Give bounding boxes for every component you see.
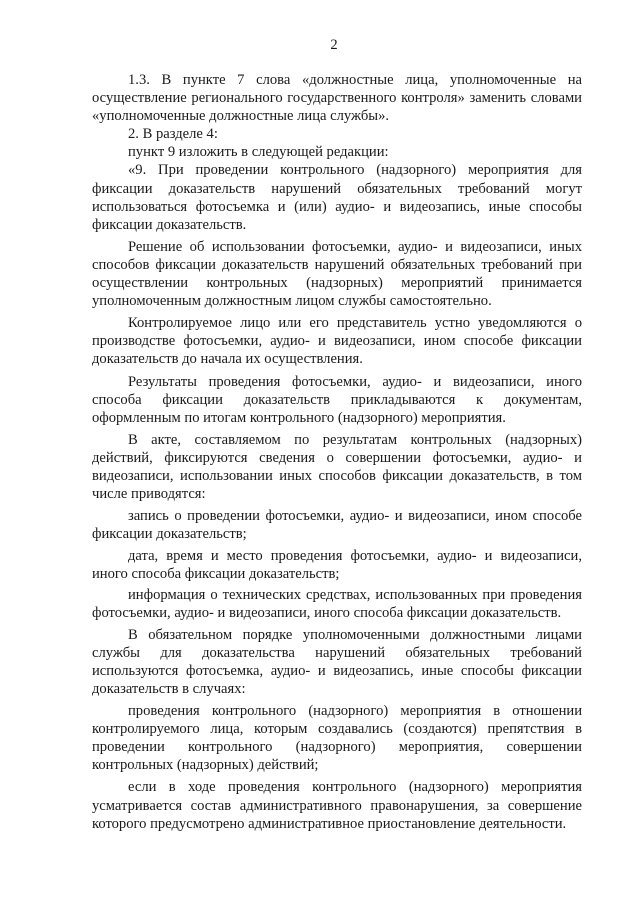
paragraph-decision: Решение об использовании фотосъемки, аудио- и видеозаписи, иных способов фиксации доказательств нарушений обязательных требований при осуществлении контрольных (надзорных) мероприятий принимается уполномоченным должностным лицом службы самостоятельно. [92,238,582,310]
paragraph-mandatory: В обязательном порядке уполномоченными должностными лицами службы для доказательства нарушений обязательных требований используются фотосъемка, аудио- и видеозапись, иные способы фиксации доказательств в случаях: [92,626,582,697]
paragraph-1-3: 1.3. В пункте 7 слова «должностные лица, уполномоченные на осуществление регионального государственного контроля» заменить словами «уполномоченные должностные лица службы». [92,72,582,125]
paragraph-case-violation: если в ходе проведения контрольного (надзорного) мероприятия усматривается состав административного правонарушения, за совершение которого предусмотрено административное приостановление деятельности. [92,779,582,832]
paragraph-section-4: 2. В разделе 4: [128,126,218,143]
paragraph-item-9-intro: пункт 9 изложить в следующей редакции: [128,144,389,161]
page-number: 2 [330,37,338,53]
paragraph-results: Результаты проведения фотосъемки, аудио- и видеозаписи, иного способа фиксации доказательств прикладываются к документам, оформленным по итогам контрольного (надзорного) мероприятия. [92,373,582,426]
paragraph-case-obstruction: проведения контрольного (надзорного) мероприятия в отношении контролируемого лица, которым создавались (создаются) препятствия в проведении контрольного (надзорного) мероприятия, совершении контрольных (надзорных) действий; [92,703,582,774]
paragraph-technical-means: информация о технических средствах, использованных при проведения фотосъемки, аудио- и видеозаписи, иного способа фиксации доказательств. [92,586,582,621]
paragraph-act: В акте, составляемом по результатам контрольных (надзорных) действий, фиксируются сведения о совершении фотосъемки, аудио- и видеозаписи, использовании иных способов фиксации доказательств, в том числе приводятся: [92,431,582,503]
paragraph-notification: Контролируемое лицо или его представитель устно уведомляются о производстве фотосъемки, аудио- и видеозаписи, ином способе фиксации доказательств до начала их осуществления. [92,315,582,368]
paragraph-date-time: дата, время и место проведения фотосъемки, аудио- и видеозаписи, иного способа фиксации доказательств; [92,548,582,583]
paragraph-record: запись о проведении фотосъемки, аудио- и видеозаписи, ином способе фиксации доказательств; [92,508,582,543]
paragraph-item-9: «9. При проведении контрольного (надзорного) мероприятия для фиксации доказательств нарушений обязательных требований могут использоваться фотосъемка и (или) аудио- и видеозапись, иные способы фиксации доказательств. [92,162,582,233]
